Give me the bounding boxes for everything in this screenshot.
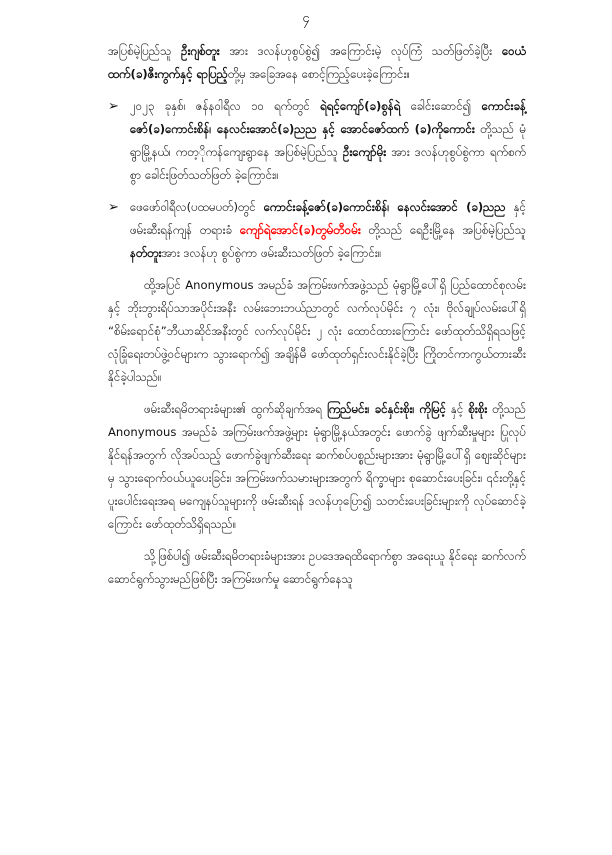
bullet-text	[130, 95, 526, 187]
text-run: တို့သည် မုံရွာမြို့နယ်၊ ကတ့ိုကန်ကျေးရွာနေ အပြစ်မဲ့ပြည်သူ	[130, 122, 526, 159]
document-body	[108, 40, 526, 600]
bold-name: နတ်တူး	[130, 246, 162, 260]
text-run: ထို့အပြင် Anonymous အမည်ခံ အကြမ်းဖက်အဖွဲ့သည် မုံရွာမြို့ပေါ်ရှိ ပြည်ထောင်စုလမ်းနှင့် ဘိုးဘွားရိပ်သာအပိုင်းအနီး လမ်းဘေးဘယ်ညာတွင် လက်လုပ်မိုင်း ၇ လုံး၊ ဗိုလ်ချုပ်လမ်းပေါ်ရှိ “စိမ်းရောင်စုံ”ဘီယာဆိုင်အနီးတွင် လက်လုပ်မိုင်း ၂ လုံး ထောင်ထားကြောင်း ဖော်ထုတ်သိရှိရသဖြင့် လုံခြုံရေးတပ်ဖွဲ့ဝင်များက သွားရောက်၍ အချိန်မီ ဖော်ထုတ်ရှင်းလင်းနိုင်ခဲ့ပြီး ကြိုတင်ကာကွယ်တားဆီးနိုင်ခဲ့ပါသည်။	[108, 278, 526, 384]
bullet-item	[108, 196, 526, 265]
text-run: နှင့်	[445, 402, 469, 416]
bold-name: ကြည်မင်း၊ ခင်နှင်းစိုး၊ ကိုမြင့်	[327, 402, 446, 416]
bold-name: စိုးစိုး	[468, 402, 488, 416]
text-run: နှင့် ဖမ်းဆီးရန်ကျန် တရားခံ	[130, 200, 526, 237]
arrow-bullet-icon: ➢	[108, 200, 119, 215]
highlighted-name: ကျော်ရဲအောင်(ခ)တွမ်တီဝမ်း	[239, 223, 361, 237]
text-run: တို့သည် ရေဦးမြို့နေ အပြစ်မဲ့ပြည်သူ	[360, 223, 526, 237]
text-run: တို့မှ အခြေအနေ စောင့်ကြည့်ပေးခဲ့ကြောင်း။	[227, 67, 411, 81]
text-run: အား ဒလန်ဟုစွပ်စွဲ၍ အကြောင်းမဲ့ လုပ်ကြံ သတ်ဖြတ်ခဲ့ပြီး	[219, 44, 502, 58]
text-run: ဖေဖော်ဝါရီလ(ပထမပတ်)တွင်	[130, 200, 264, 214]
text-run: ဖမ်းဆီးရမိတရားခံများ၏ ထွက်ဆိုချက်အရ	[144, 402, 328, 416]
bold-name: ဝေယံထက်(ခ)ဇီးကွက်နှင့် ရာပြည့်	[108, 44, 526, 81]
bold-name: ဦးဂျစ်တူး	[181, 44, 220, 58]
bold-name: ကောင်းခန့်ဇော်(ခ)ကောင်းစိန်၊ နေလင်းအောင် (ခ)ညည	[263, 200, 506, 214]
bold-name: ဦးကျော်မိုး	[343, 145, 387, 159]
bullet-item	[108, 95, 526, 187]
bold-name: ကောင်းခန့်ဇော်(ခ)ကောင်းစိန်၊ နေလင်းအောင်(ခ)ညည နှင့် အောင်ဇော်ထက် (ခ)ကိုကောင်း	[130, 99, 526, 136]
paragraph	[108, 274, 526, 389]
paragraph	[108, 40, 526, 86]
text-run: ခေါင်းဆောင်၍	[400, 99, 482, 113]
bullet-text	[130, 196, 526, 265]
paragraph	[108, 545, 526, 591]
text-run: ၂၀၂၃ ခုနှစ်၊ ဇန်နဝါရီလ ၁၀ ရက်တွင်	[130, 99, 321, 113]
text-run: အပြစ်မဲ့ပြည်သူ	[108, 44, 182, 58]
text-run: အား ဒလန်ဟု စွပ်စွဲကာ ဖမ်းဆီးသတ်ဖြတ် ခဲ့ကြောင်း။	[161, 246, 382, 260]
text-run: အား ဒလန်ဟုစွပ်စွဲကာ ရက်စက်စွာ ခေါင်းဖြတ်သတ်ဖြတ် ခဲ့ကြောင်း။	[130, 145, 526, 182]
arrow-bullet-icon: ➢	[108, 99, 119, 114]
page-number: ၄	[302, 11, 310, 26]
text-run: တို့သည် Anonymous အမည်ခံ အကြမ်းဖက်အဖွဲ့များ မုံရွာမြို့နယ်အတွင်း ဖောက်ခွဲ ဖျက်ဆီးမှုများ ပြုလုပ်နိုင်ရန်အတွက် လိုအပ်သည့် ဖောက်ခွဲဖျက်ဆီးရေး ဆက်စပ်ပစ္စည်းများအား မုံရွာမြို့ပေါ်ရှိ ဈေးဆိုင်များမှ သွားရောက်ဝယ်ယူပေးခြင်း၊ အကြမ်းဖက်သမားများအတွက် ရိက္ခာများ စုဆောင်းပေးခြင်း၊ ၎င်းတို့နှင့် ပူးပေါင်းရေးအရ မကျေနပ်သူများကို ဖမ်းဆီးရန် ဒလန်ဟုပြော၍ သတင်းပေးခြင်းများကို လုပ်ဆောင်ခဲ့ ကြောင်း ဖော်ထုတ်သိရှိရသည်။	[108, 402, 526, 531]
bold-name: ရဲရင့်ကျော်(ခ)စွန်ရဲ	[320, 99, 401, 113]
text-run: သို့ဖြစ်ပါ၍ ဖမ်းဆီးရမိတရားခံများအား ဥပဒေအရထိရောက်စွာ အရေးယူ နိုင်ရေး ဆက်လက်ဆောင်ရွက်သွားမည်ဖြစ်ပြီး အကြမ်းဖက်မှု ဆောင်ရွက်နေသူ	[108, 549, 526, 586]
paragraph	[108, 398, 526, 536]
